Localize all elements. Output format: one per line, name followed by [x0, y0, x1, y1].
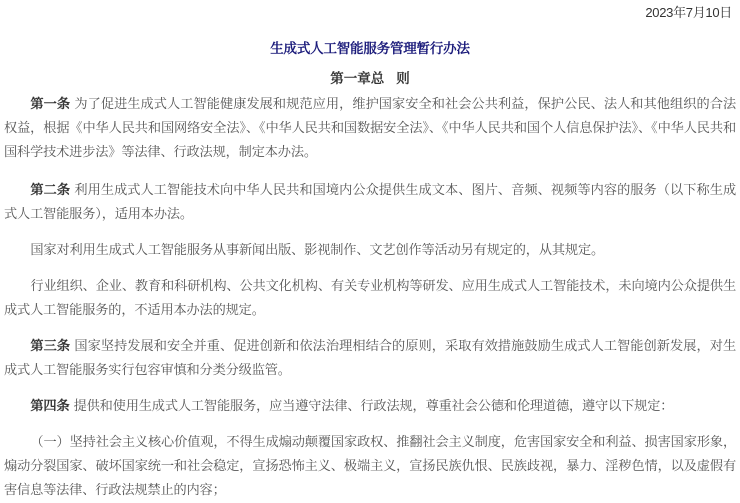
paragraph-text: 国家对利用生成式人工智能服务从事新闻出版、影视制作、文艺创作等活动另有规定的，从其规定。	[30, 243, 605, 258]
article-2-paragraph-3	[4, 275, 736, 323]
article-label: 第一条	[30, 97, 71, 112]
chapter-name-part2: 则	[396, 71, 410, 87]
publish-date: 2023年7月10日	[645, 5, 732, 20]
article-label: 第三条	[30, 339, 71, 354]
article-1	[4, 93, 736, 165]
article-text: 国家坚持发展和安全并重、促进创新和依法治理相结合的原则，采取有效措施鼓励生成式人工智能创新发展，对生成式人工智能服务实行包容审慎和分类分级监管。	[4, 339, 736, 378]
document-title: 生成式人工智能服务管理暂行办法	[270, 41, 470, 57]
chapter-name-part1: 总	[370, 71, 385, 87]
chapter-number: 第一章	[330, 71, 371, 87]
document-body	[4, 93, 736, 503]
article-2-paragraph-2	[4, 239, 736, 263]
article-3	[4, 335, 736, 383]
article-text: 提供和使用生成式人工智能服务，应当遵守法律、行政法规，尊重社会公德和伦理道德，遵守以下规定：	[73, 399, 674, 414]
list-item-text: （一）坚持社会主义核心价值观，不得生成煽动颠覆国家政权、推翻社会主义制度，危害国家安全和利益、损害国家形象，煽动分裂国家、破坏国家统一和社会稳定，宣扬恐怖主义、极端主义，宣扬民族仇恨、民族歧视，暴力、淫秽色情，以及虚假有害信息等法律、行政法规禁止的内容；	[4, 435, 736, 498]
article-4-item-1	[4, 431, 736, 503]
article-2	[4, 179, 736, 227]
article-text: 为了促进生成式人工智能健康发展和规范应用，维护国家安全和社会公共利益，保护公民、法人和其他组织的合法权益，根据《中华人民共和国网络安全法》、《中华人民共和国数据安全法》、《中华人民共和国个人信息保护法》、《中华人民共和国科学技术进步法》等法律、行政法规，制定本办法。	[4, 97, 736, 160]
article-label: 第二条	[30, 183, 71, 198]
article-text: 利用生成式人工智能技术向中华人民共和国境内公众提供生成文本、图片、音频、视频等内容的服务（以下称生成式人工智能服务），适用本办法。	[4, 183, 736, 222]
article-label: 第四条	[30, 399, 70, 414]
paragraph-text: 行业组织、企业、教育和科研机构、公共文化机构、有关专业机构等研发、应用生成式人工智能技术，未向境内公众提供生成式人工智能服务的，不适用本办法的规定。	[4, 279, 736, 318]
chapter-heading	[0, 67, 740, 87]
article-4	[4, 395, 736, 419]
